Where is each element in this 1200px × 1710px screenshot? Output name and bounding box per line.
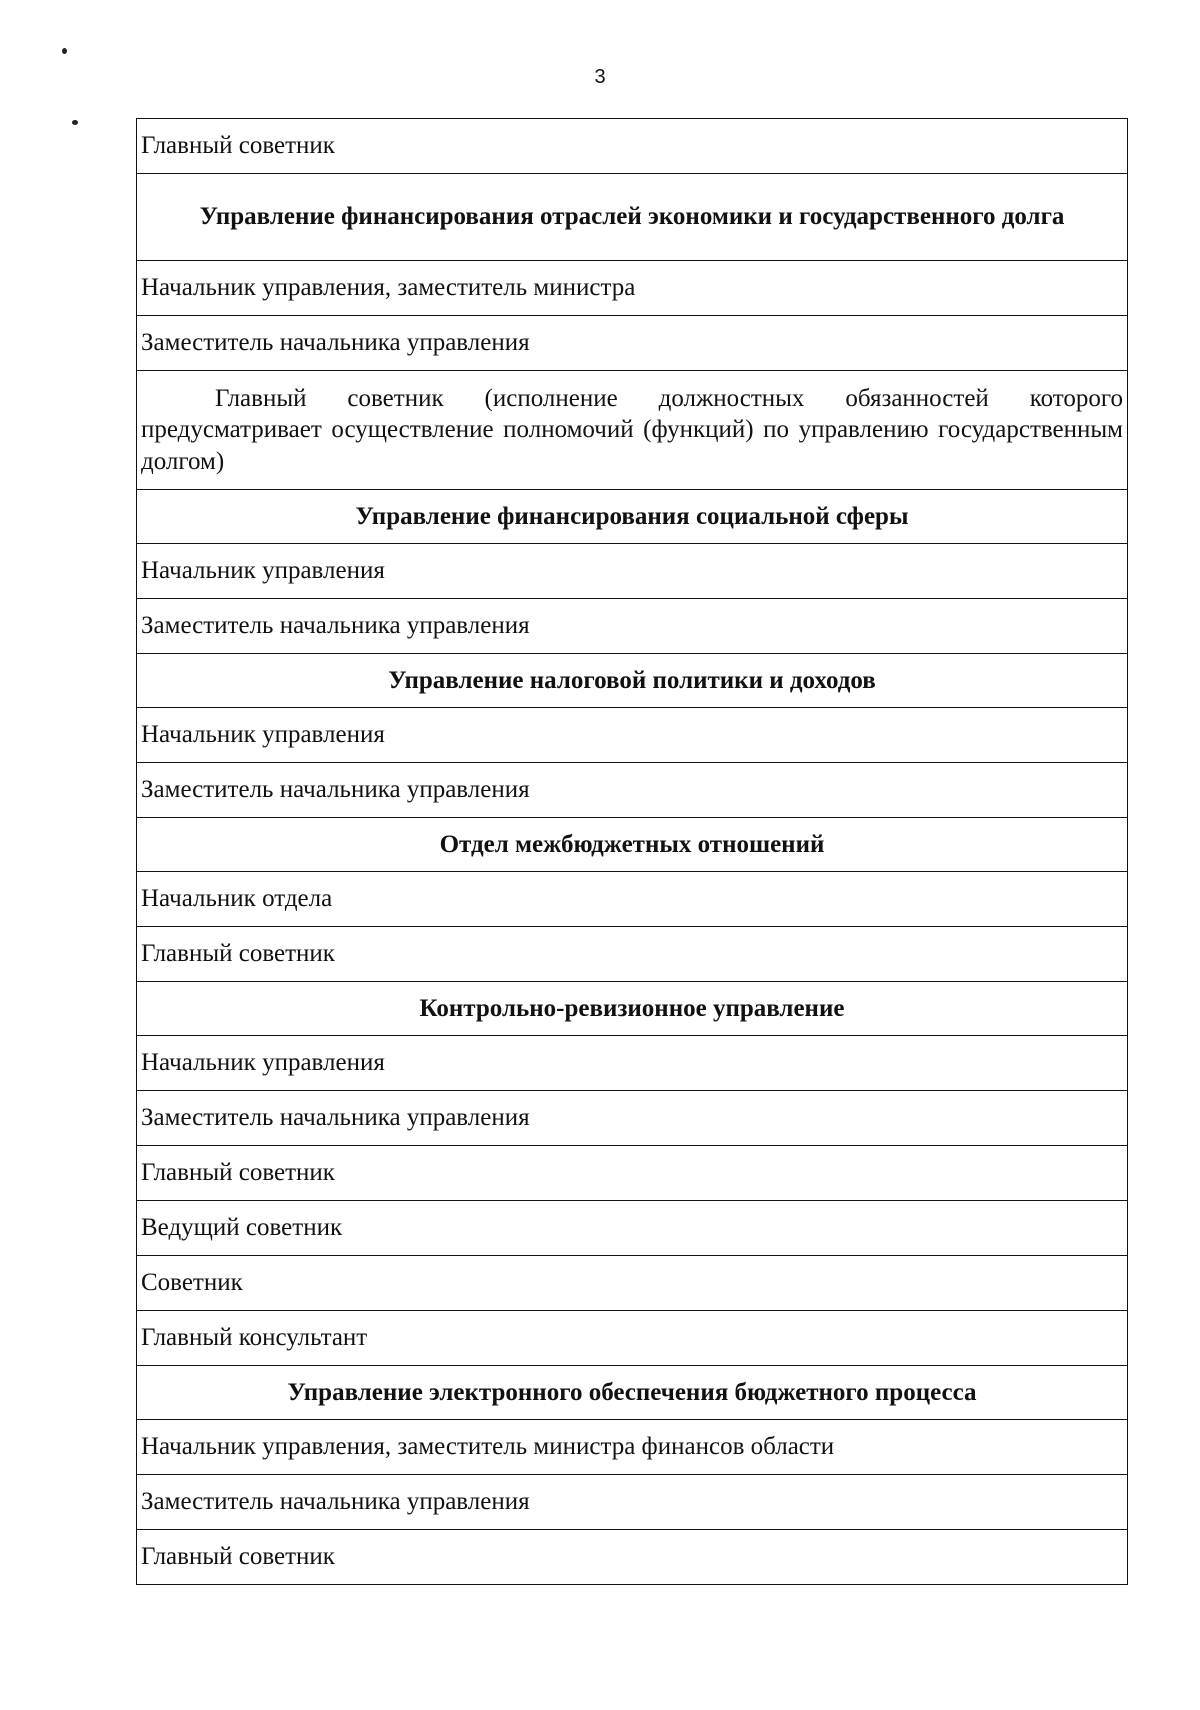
position-title: Главный советник xyxy=(137,119,1128,174)
scan-speck xyxy=(62,48,67,54)
table-row xyxy=(137,599,1128,654)
table-row xyxy=(137,1475,1128,1530)
position-title: Главный консультант xyxy=(137,1311,1128,1366)
table-row xyxy=(137,1201,1128,1256)
department-header: Управление электронного обеспечения бюджетного процесса xyxy=(137,1366,1128,1420)
position-title: Начальник управления, заместитель министра xyxy=(137,261,1128,316)
position-title: Начальник управления xyxy=(137,1036,1128,1091)
table-row xyxy=(137,818,1128,872)
table-row xyxy=(137,763,1128,818)
table-row xyxy=(137,1311,1128,1366)
table-row xyxy=(137,1256,1128,1311)
table-row xyxy=(137,371,1128,490)
table-row xyxy=(137,927,1128,982)
table-row xyxy=(137,1420,1128,1475)
page-number: 3 xyxy=(594,66,606,88)
position-title: Заместитель начальника управления xyxy=(137,1475,1128,1530)
table-row xyxy=(137,544,1128,599)
position-title: Начальник управления xyxy=(137,708,1128,763)
table-row xyxy=(137,1146,1128,1201)
position-title: Главный советник xyxy=(137,927,1128,982)
table-row xyxy=(137,872,1128,927)
table-row xyxy=(137,1036,1128,1091)
table-row xyxy=(137,1530,1128,1585)
table-row xyxy=(137,316,1128,371)
department-header: Управление налоговой политики и доходов xyxy=(137,654,1128,708)
table-row xyxy=(137,119,1128,174)
position-title: Заместитель начальника управления xyxy=(137,1091,1128,1146)
positions-table xyxy=(136,118,1128,1585)
position-title: Советник xyxy=(137,1256,1128,1311)
position-title: Начальник отдела xyxy=(137,872,1128,927)
position-title: Главный советник xyxy=(137,1530,1128,1585)
table-row xyxy=(137,1091,1128,1146)
position-note: Главный советник (исполнение должностных обязанностей которого предусматривает осуществление полномочий (функций) по управлению государственным долгом) xyxy=(137,371,1128,490)
position-title: Заместитель начальника управления xyxy=(137,316,1128,371)
scan-speck xyxy=(72,120,78,125)
position-title: Заместитель начальника управления xyxy=(137,763,1128,818)
table-row xyxy=(137,982,1128,1036)
table-row xyxy=(137,654,1128,708)
table-row xyxy=(137,1366,1128,1420)
department-header: Контрольно-ревизионное управление xyxy=(137,982,1128,1036)
table-row xyxy=(137,708,1128,763)
position-title: Начальник управления xyxy=(137,544,1128,599)
table-row xyxy=(137,174,1128,261)
department-header: Отдел межбюджетных отношений xyxy=(137,818,1128,872)
department-header: Управление финансирования отраслей экономики и государственного долга xyxy=(137,174,1128,261)
position-title: Главный советник xyxy=(137,1146,1128,1201)
position-title: Ведущий советник xyxy=(137,1201,1128,1256)
table-row xyxy=(137,261,1128,316)
position-title: Начальник управления, заместитель министра финансов области xyxy=(137,1420,1128,1475)
department-header: Управление финансирования социальной сферы xyxy=(137,490,1128,544)
position-title: Заместитель начальника управления xyxy=(137,599,1128,654)
table-row xyxy=(137,490,1128,544)
